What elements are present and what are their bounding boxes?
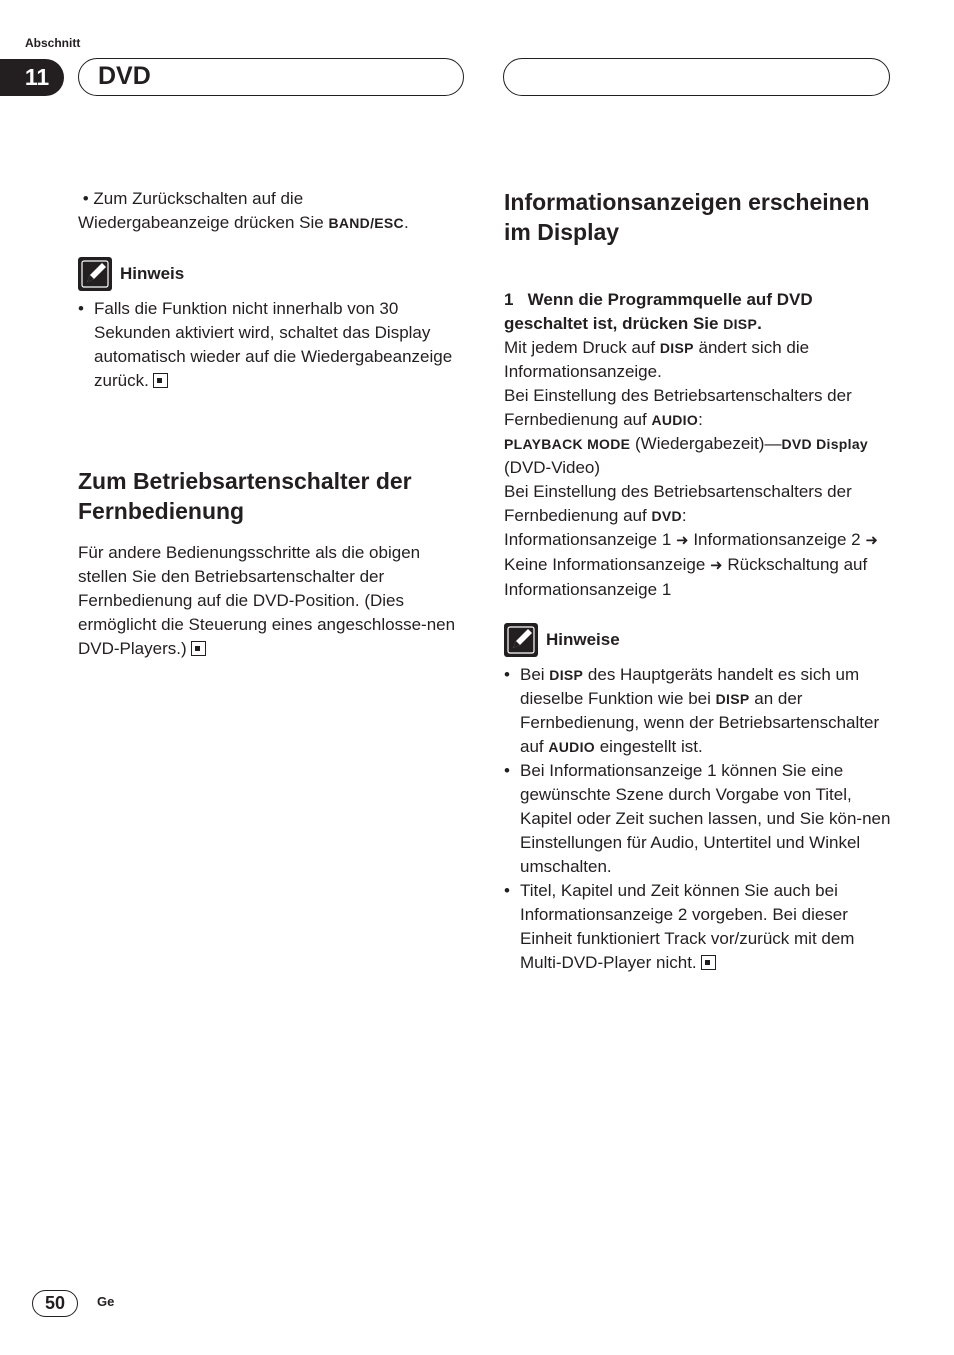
section-heading: Zum Betriebsartenschalter der Fernbedienung	[78, 468, 412, 524]
para-playback: PLAYBACK MODE (Wiedergabezeit)—DVD Display (DVD-Video)	[504, 434, 869, 477]
note-bullet: • Bei Informationsanzeige 1 können Sie eine gewünschte Szene durch Vorgabe von Titel, Kapitel oder Zeit suchen lassen, und Sie kön-nen Einstellungen für Audio, Untertitel und Winkel umschalten.	[504, 761, 891, 876]
para-dvd: Bei Einstellung des Betriebsartenschalters der Fernbedienung auf DVD:	[504, 482, 852, 525]
note-bullet: • Bei DISP des Hauptgeräts handelt es sich um dieselbe Funktion wie bei DISP an der Fernbedienung, wenn der Betriebsartenschalter auf AUDIO eingestellt ist.	[504, 665, 880, 756]
step-number: 1	[504, 290, 514, 309]
note-bullet: • Falls die Funktion nicht innerhalb von 30 Sekunden aktiviert wird, schaltet das Display automatisch wieder auf die Wiedergabeanzeige zurück.	[78, 299, 453, 390]
pencil-note-icon	[504, 623, 538, 657]
chapter-number-badge: 11	[0, 59, 64, 96]
stop-icon	[191, 641, 206, 656]
stop-icon	[701, 955, 716, 970]
key-audio: AUDIO	[548, 739, 595, 755]
note-label: Hinweis	[120, 264, 185, 283]
language-code: Ge	[97, 1294, 115, 1309]
section-label: Abschnitt	[25, 36, 81, 50]
right-heading: Informationsanzeigen erscheinen im Display	[504, 189, 870, 245]
left-column	[78, 187, 458, 661]
key-disp: DISP	[723, 316, 758, 332]
key-disp: DISP	[715, 691, 750, 707]
note-label: Hinweise	[546, 630, 620, 649]
header-right-box	[503, 58, 890, 96]
chapter-title-box	[78, 58, 464, 96]
pencil-note-icon	[78, 257, 112, 291]
key-band-esc: BAND/ESC	[328, 215, 404, 231]
page-number: 50	[32, 1290, 78, 1317]
para-disp: Mit jedem Druck auf DISP ändert sich die Informationsanzeige.	[504, 338, 810, 381]
key-dvd: DVD	[651, 508, 682, 524]
para-audio: Bei Einstellung des Betriebsartenschalters der Fernbedienung auf AUDIO:	[504, 386, 852, 429]
chapter-title: DVD	[98, 62, 151, 90]
intro-bullet	[78, 187, 458, 235]
note-header	[78, 257, 458, 291]
key-dvd-display: DVD Display	[781, 436, 869, 452]
arrow-right-icon: ➜	[676, 532, 689, 549]
key-playback-mode: PLAYBACK MODE	[504, 436, 631, 452]
arrow-right-icon: ➜	[865, 532, 878, 549]
key-disp: DISP	[659, 340, 694, 356]
step-1: 1 Wenn die Programmquelle auf DVD geschaltet ist, drücken Sie DISP.	[504, 290, 813, 333]
arrow-right-icon: ➜	[710, 557, 723, 574]
key-audio: AUDIO	[651, 412, 699, 428]
section-body: Für andere Bedienungsschritte als die obigen stellen Sie den Betriebsartenschalter der Fernbedienung auf die DVD-Position. (Dies ermöglicht die Steuerung eines angeschlosse-nen DVD-Players.)	[78, 543, 456, 658]
note-header	[504, 623, 892, 657]
note-bullet: • Titel, Kapitel und Zeit können Sie auch bei Informationsanzeige 2 vorgeben. Bei dieser Einheit funktioniert Track vor/zurück mit dem Multi-DVD-Player nicht.	[504, 881, 855, 972]
intro-bullet-text: • Zum Zurückschalten auf die Wiedergabeanzeige drücken Sie BAND/ESC.	[78, 189, 409, 232]
para-sequence: Informationsanzeige 1 ➜ Informationsanzeige 2 ➜ Keine Informationsanzeige ➜ Rückschaltung auf Informationsanzeige 1	[504, 530, 878, 599]
stop-icon	[153, 373, 168, 388]
note-text: Falls die Funktion nicht innerhalb von 30 Sekunden aktiviert wird, schaltet das Display automatisch wieder auf die Wiedergabeanzeige zurück.	[94, 299, 453, 390]
right-column	[504, 187, 892, 975]
key-disp: DISP	[549, 667, 584, 683]
